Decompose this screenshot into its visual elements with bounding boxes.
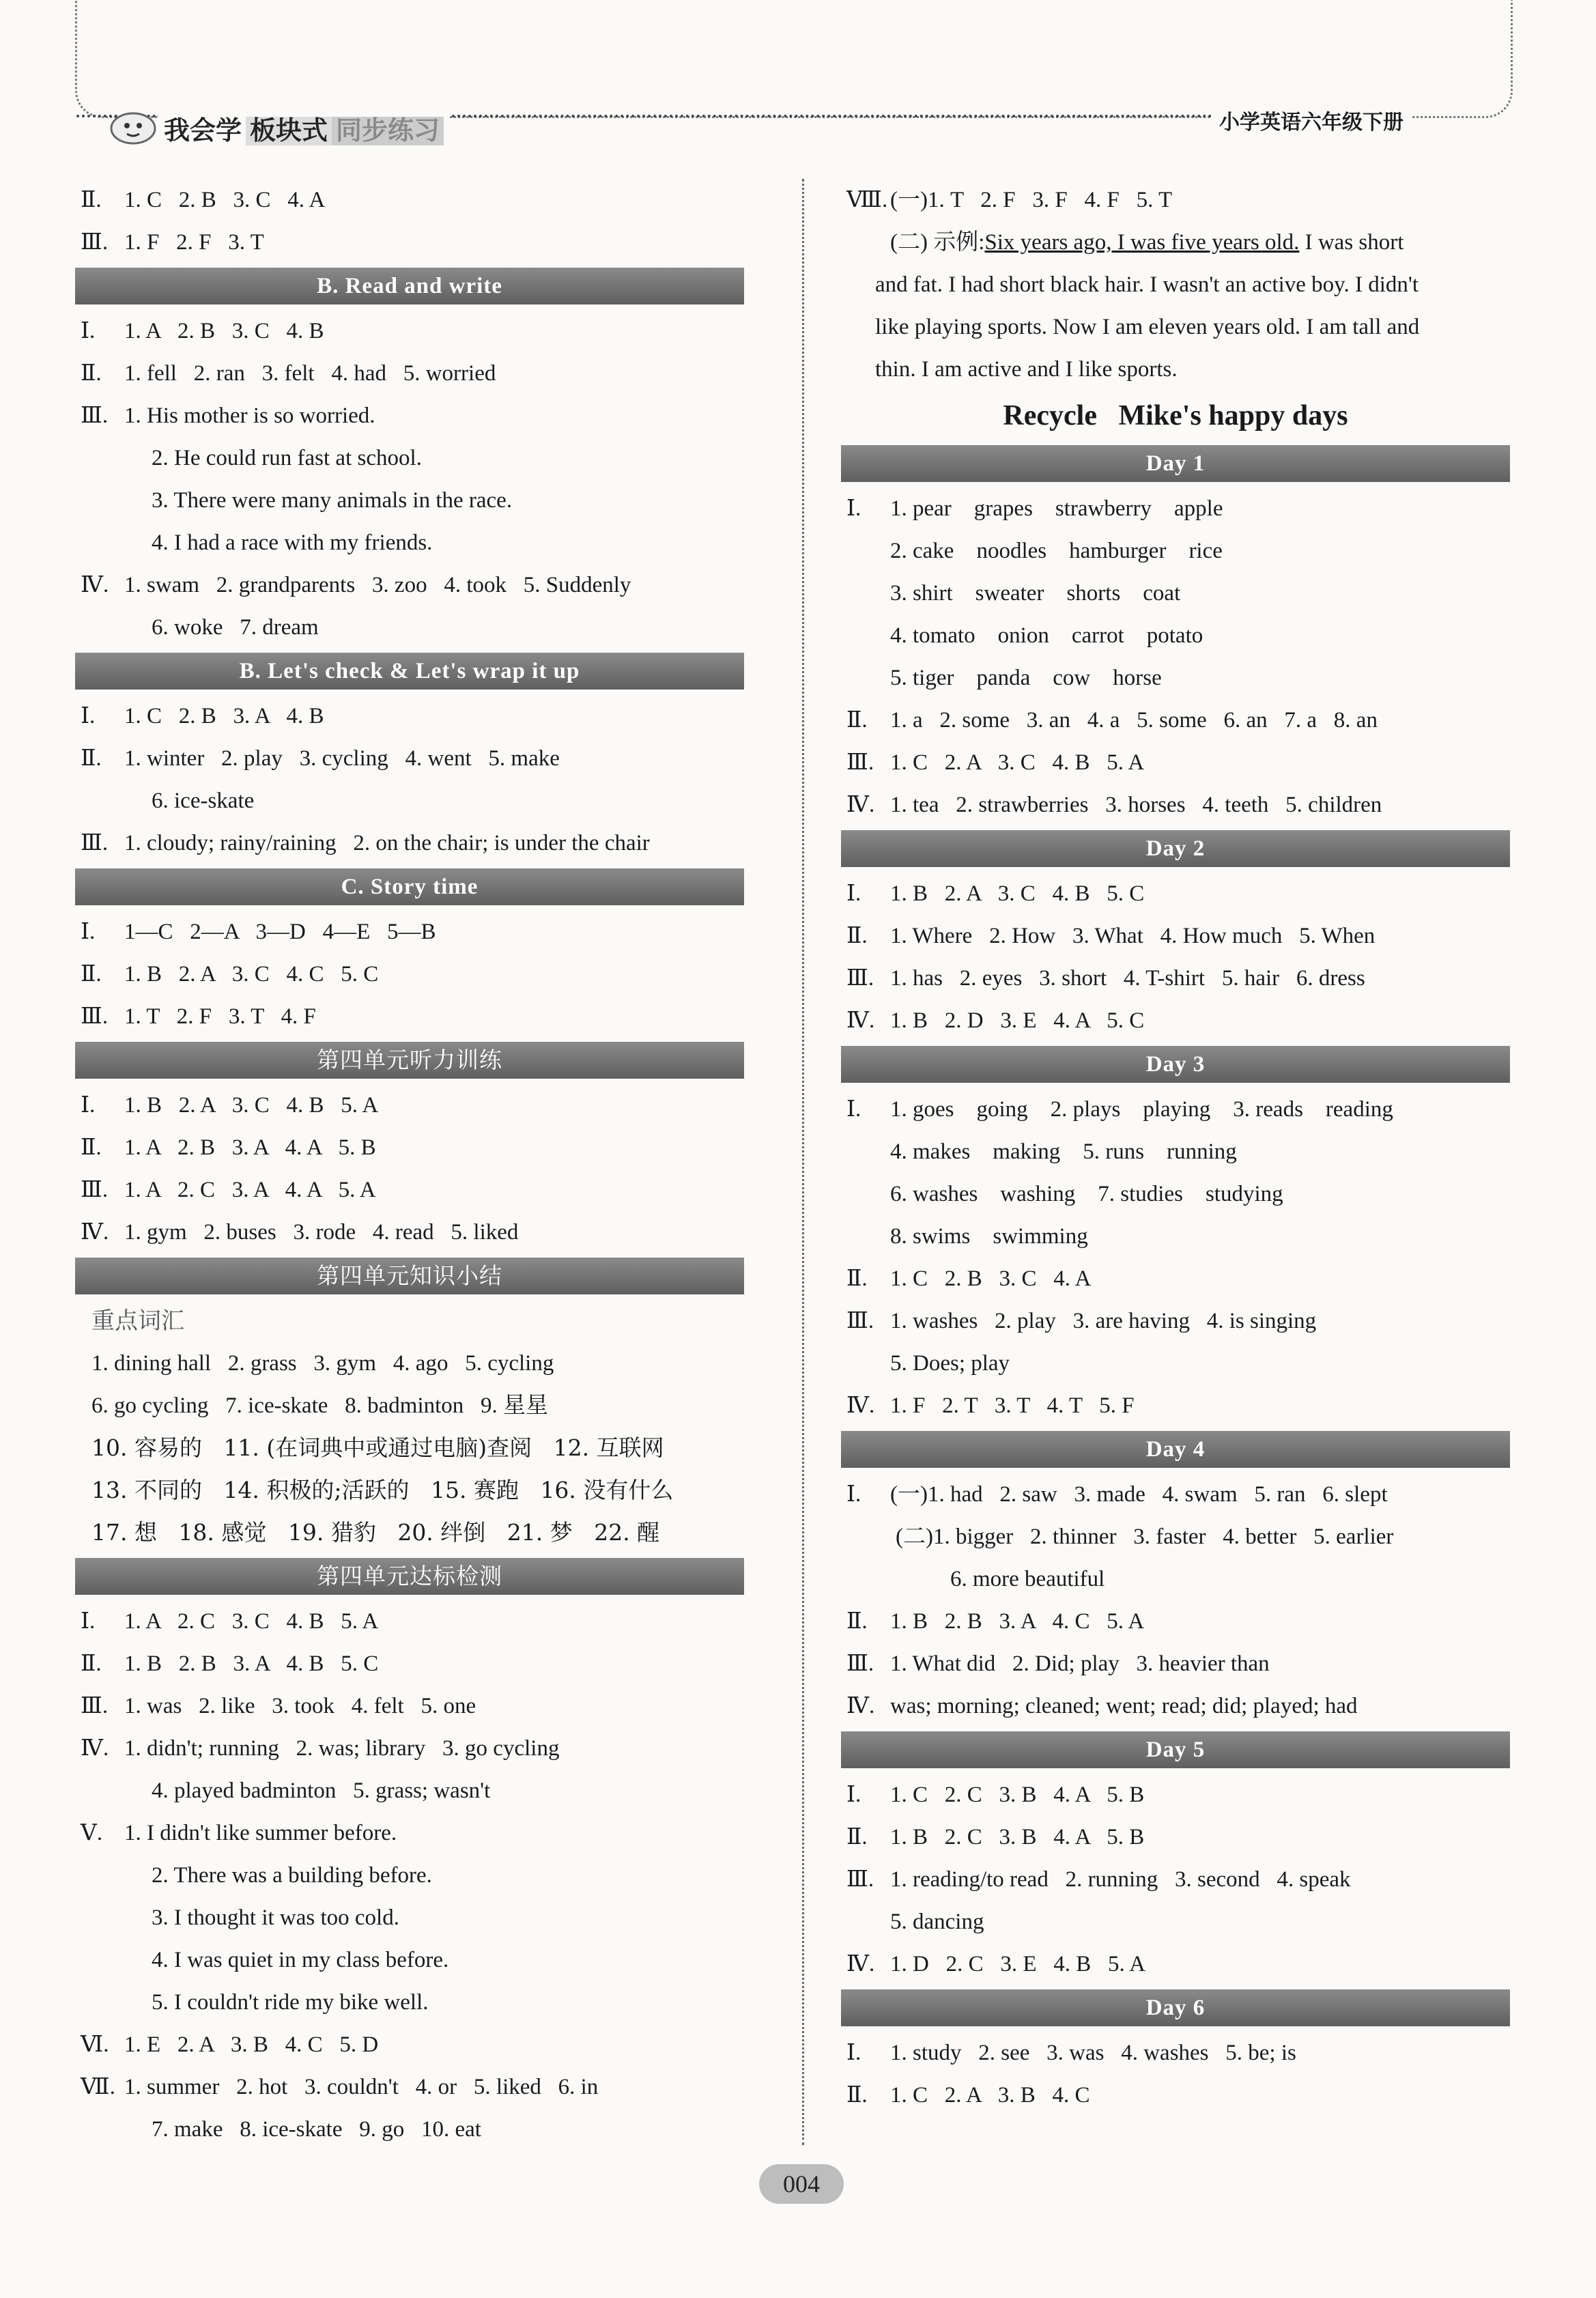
section-banner-unit-test: 第四单元达标检测 bbox=[75, 1558, 744, 1595]
answer-line: 5. I couldn't ride my bike well. bbox=[152, 1990, 429, 2015]
answer-line: Ⅱ. 1. B 2. A 3. C 4. C 5. C bbox=[81, 962, 379, 987]
answer-line: 4. I was quiet in my class before. bbox=[152, 1948, 449, 1972]
answer-line: Ⅳ. 1. tea 2. strawberries 3. horses 4. teeth 5. children bbox=[846, 793, 1382, 817]
page-number: 004 bbox=[759, 2164, 844, 2204]
answer-line: Ⅰ. (一)1. had 2. saw 3. made 4. swam 5. ran 6. slept bbox=[846, 1482, 1388, 1507]
book-title: 小学英语六年级下册 bbox=[1211, 105, 1412, 135]
answer-line: Ⅰ. 1. study 2. see 3. was 4. washes 5. be; is bbox=[846, 2041, 1296, 2065]
answer-line: Ⅳ. was; morning; cleaned; went; read; did; played; had bbox=[846, 1694, 1358, 1718]
mascot-icon bbox=[102, 102, 164, 150]
page-frame bbox=[75, 0, 1513, 118]
answer-line: Ⅱ. 1. B 2. C 3. B 4. A 5. B bbox=[846, 1825, 1145, 1849]
answer-line: Ⅱ. 1. C 2. B 3. C 4. A bbox=[846, 1266, 1092, 1291]
section-banner-lets-check: B. Let's check & Let's wrap it up bbox=[75, 653, 744, 690]
answer-line: Ⅳ. 1. B 2. D 3. E 4. A 5. C bbox=[846, 1008, 1145, 1033]
answer-line: Ⅲ. 1. A 2. C 3. A 4. A 5. A bbox=[81, 1178, 376, 1202]
answer-line: 4. I had a race with my friends. bbox=[152, 530, 433, 555]
section-banner-summary: 第四单元知识小结 bbox=[75, 1258, 744, 1294]
answer-line: Ⅲ. 1. F 2. F 3. T bbox=[81, 230, 264, 255]
answer-line: 5. dancing bbox=[890, 1910, 984, 1934]
answer-line: Ⅱ. 1. winter 2. play 3. cycling 4. went 5. make bbox=[81, 746, 560, 771]
answer-line: Ⅱ. 1. C 2. B 3. C 4. A bbox=[81, 188, 326, 212]
answer-line: Ⅷ. (一)1. T 2. F 3. F 4. F 5. T bbox=[846, 188, 1173, 212]
answer-line: 3. There were many animals in the race. bbox=[152, 488, 513, 513]
answer-line: 8. swims swimming bbox=[890, 1224, 1088, 1249]
answer-line: 3. shirt sweater shorts coat bbox=[890, 581, 1181, 606]
answer-line: 4. tomato onion carrot potato bbox=[890, 623, 1203, 648]
answer-line: Ⅱ. 1. a 2. some 3. an 4. a 5. some 6. an 7. a 8. an bbox=[846, 708, 1378, 733]
vocab-line: 17. 想 18. 感觉 19. 猎豹 20. 绊倒 21. 梦 22. 醒 bbox=[91, 1519, 660, 1546]
section-banner-day-2: Day 2 bbox=[841, 830, 1510, 867]
section-banner-listening: 第四单元听力训练 bbox=[75, 1042, 744, 1079]
answer-line: Ⅰ. 1. A 2. B 3. C 4. B bbox=[81, 319, 324, 343]
answer-line: Ⅲ. 1. C 2. A 3. C 4. B 5. A bbox=[846, 750, 1145, 775]
answer-line: Ⅳ. 1. swam 2. grandparents 3. zoo 4. took 5. Suddenly bbox=[81, 573, 631, 597]
answer-line: Ⅲ. 1. reading/to read 2. running 3. second 4. speak bbox=[846, 1867, 1351, 1892]
section-banner-story-time: C. Story time bbox=[75, 868, 744, 905]
answer-line: Ⅳ. 1. didn't; running 2. was; library 3. go cycling bbox=[81, 1736, 560, 1761]
answer-line: Ⅰ. 1. B 2. A 3. C 4. B 5. C bbox=[846, 881, 1145, 906]
answer-line: 2. He could run fast at school. bbox=[152, 446, 422, 470]
answer-line: Ⅰ. 1. C 2. C 3. B 4. A 5. B bbox=[846, 1783, 1145, 1807]
answer-line: Ⅵ. 1. E 2. A 3. B 4. C 5. D bbox=[81, 2032, 379, 2057]
answer-line: Ⅰ. 1. goes going 2. plays playing 3. reads reading bbox=[846, 1097, 1393, 1122]
vocab-line: 10. 容易的 11. (在词典中或通过电脑)查阅 12. 互联网 bbox=[91, 1434, 664, 1461]
section-banner-day-1: Day 1 bbox=[841, 445, 1510, 482]
answer-line: 3. I thought it was too cold. bbox=[152, 1905, 399, 1930]
answer-line: Ⅲ. 1. cloudy; rainy/raining 2. on the chair; is under the chair bbox=[81, 831, 650, 855]
answer-line: Ⅰ. 1. pear grapes strawberry apple bbox=[846, 496, 1223, 521]
answer-line: Ⅶ. 1. summer 2. hot 3. couldn't 4. or 5. liked 6. in bbox=[81, 2075, 599, 2099]
answer-line: Ⅲ. 1. was 2. like 3. took 4. felt 5. one bbox=[81, 1694, 476, 1718]
answer-line: 2. There was a building before. bbox=[152, 1863, 432, 1888]
vocab-line: 13. 不同的 14. 积极的;活跃的 15. 赛跑 16. 没有什么 bbox=[91, 1477, 674, 1503]
underlined-sentence: Six years ago, I was five years old. bbox=[984, 230, 1300, 255]
answer-line: 4. played badminton 5. grass; wasn't bbox=[152, 1778, 491, 1803]
answer-line: 2. cake noodles hamburger rice bbox=[890, 539, 1223, 563]
section-banner-day-3: Day 3 bbox=[841, 1046, 1510, 1083]
answer-line: 6. washes washing 7. studies studying bbox=[890, 1182, 1283, 1206]
answer-line: Ⅱ. 1. Where 2. How 3. What 4. How much 5. When bbox=[846, 924, 1376, 948]
sample-paragraph-line: like playing sports. Now I am eleven years old. I am tall and bbox=[875, 315, 1420, 339]
answer-line: 6. woke 7. dream bbox=[152, 615, 319, 640]
answer-line: (二)1. bigger 2. thinner 3. faster 4. better 5. earlier bbox=[896, 1524, 1394, 1549]
answer-line: Ⅱ. 1. B 2. B 3. A 4. B 5. C bbox=[81, 1651, 379, 1676]
section-banner-day-4: Day 4 bbox=[841, 1431, 1510, 1468]
answer-line: Ⅲ. 1. What did 2. Did; play 3. heavier than bbox=[846, 1651, 1270, 1676]
answer-line: 7. make 8. ice-skate 9. go 10. eat bbox=[152, 2117, 481, 2142]
answer-line: Ⅰ. 1. C 2. B 3. A 4. B bbox=[81, 704, 324, 728]
section-banner-day-5: Day 5 bbox=[841, 1731, 1510, 1768]
answer-line: 5. tiger panda cow horse bbox=[890, 666, 1162, 690]
answer-line: 6. ice-skate bbox=[152, 789, 255, 813]
answer-line: 6. more beautiful bbox=[950, 1567, 1105, 1591]
answer-line: Ⅳ. 1. gym 2. buses 3. rode 4. read 5. liked bbox=[81, 1220, 519, 1245]
answer-line: Ⅰ. 1. A 2. C 3. C 4. B 5. A bbox=[81, 1609, 379, 1634]
answer-line: Ⅲ. 1. T 2. F 3. T 4. F bbox=[81, 1004, 316, 1029]
sample-paragraph-line: and fat. I had short black hair. I wasn't an active boy. I didn't bbox=[875, 272, 1419, 297]
answer-line: Ⅳ. 1. D 2. C 3. E 4. B 5. A bbox=[846, 1952, 1146, 1976]
vocab-line: 6. go cycling 7. ice-skate 8. badminton 9. 星星 bbox=[91, 1393, 549, 1418]
answer-line: Ⅰ. 1—C 2—A 3—D 4—E 5—B bbox=[81, 920, 436, 944]
key-vocabulary-heading: 重点词汇 bbox=[91, 1307, 184, 1335]
section-banner-day-6: Day 6 bbox=[841, 1989, 1510, 2026]
answer-line: Ⅱ. 1. C 2. A 3. B 4. C bbox=[846, 2083, 1090, 2108]
column-divider bbox=[802, 179, 804, 2145]
answer-line: Ⅱ. 1. B 2. B 3. A 4. C 5. A bbox=[846, 1609, 1145, 1634]
answer-line: Ⅳ. 1. F 2. T 3. T 4. T 5. F bbox=[846, 1393, 1135, 1418]
answer-line: Ⅱ. 1. A 2. B 3. A 4. A 5. B bbox=[81, 1135, 376, 1160]
answer-line: Ⅴ. 1. I didn't like summer before. bbox=[81, 1821, 397, 1845]
left-column bbox=[75, 179, 744, 2151]
answer-line: Ⅲ. 1. has 2. eyes 3. short 4. T-shirt 5. hair 6. dress bbox=[846, 966, 1365, 991]
brand-label: 我会学 板块式 同步练习 bbox=[158, 109, 449, 147]
recycle-title: Recycle Mike's happy days bbox=[1003, 400, 1348, 431]
section-banner-read-and-write: B. Read and write bbox=[75, 268, 744, 304]
answer-line: 5. Does; play bbox=[890, 1351, 1010, 1376]
answer-line: Ⅲ. 1. washes 2. play 3. are having 4. is singing bbox=[846, 1309, 1317, 1333]
sample-paragraph-line: thin. I am active and I like sports. bbox=[875, 357, 1178, 382]
vocab-line: 1. dining hall 2. grass 3. gym 4. ago 5. cycling bbox=[91, 1351, 554, 1376]
answer-line: Ⅱ. 1. fell 2. ran 3. felt 4. had 5. worried bbox=[81, 361, 496, 386]
answer-line: Ⅲ. 1. His mother is so worried. bbox=[81, 403, 375, 428]
sample-paragraph-line: (二) 示例:Six years ago, I was five years old. I was short bbox=[890, 230, 1404, 255]
answer-line: 4. makes making 5. runs running bbox=[890, 1139, 1237, 1164]
answer-line: Ⅰ. 1. B 2. A 3. C 4. B 5. A bbox=[81, 1093, 379, 1118]
right-column bbox=[841, 179, 1510, 2116]
